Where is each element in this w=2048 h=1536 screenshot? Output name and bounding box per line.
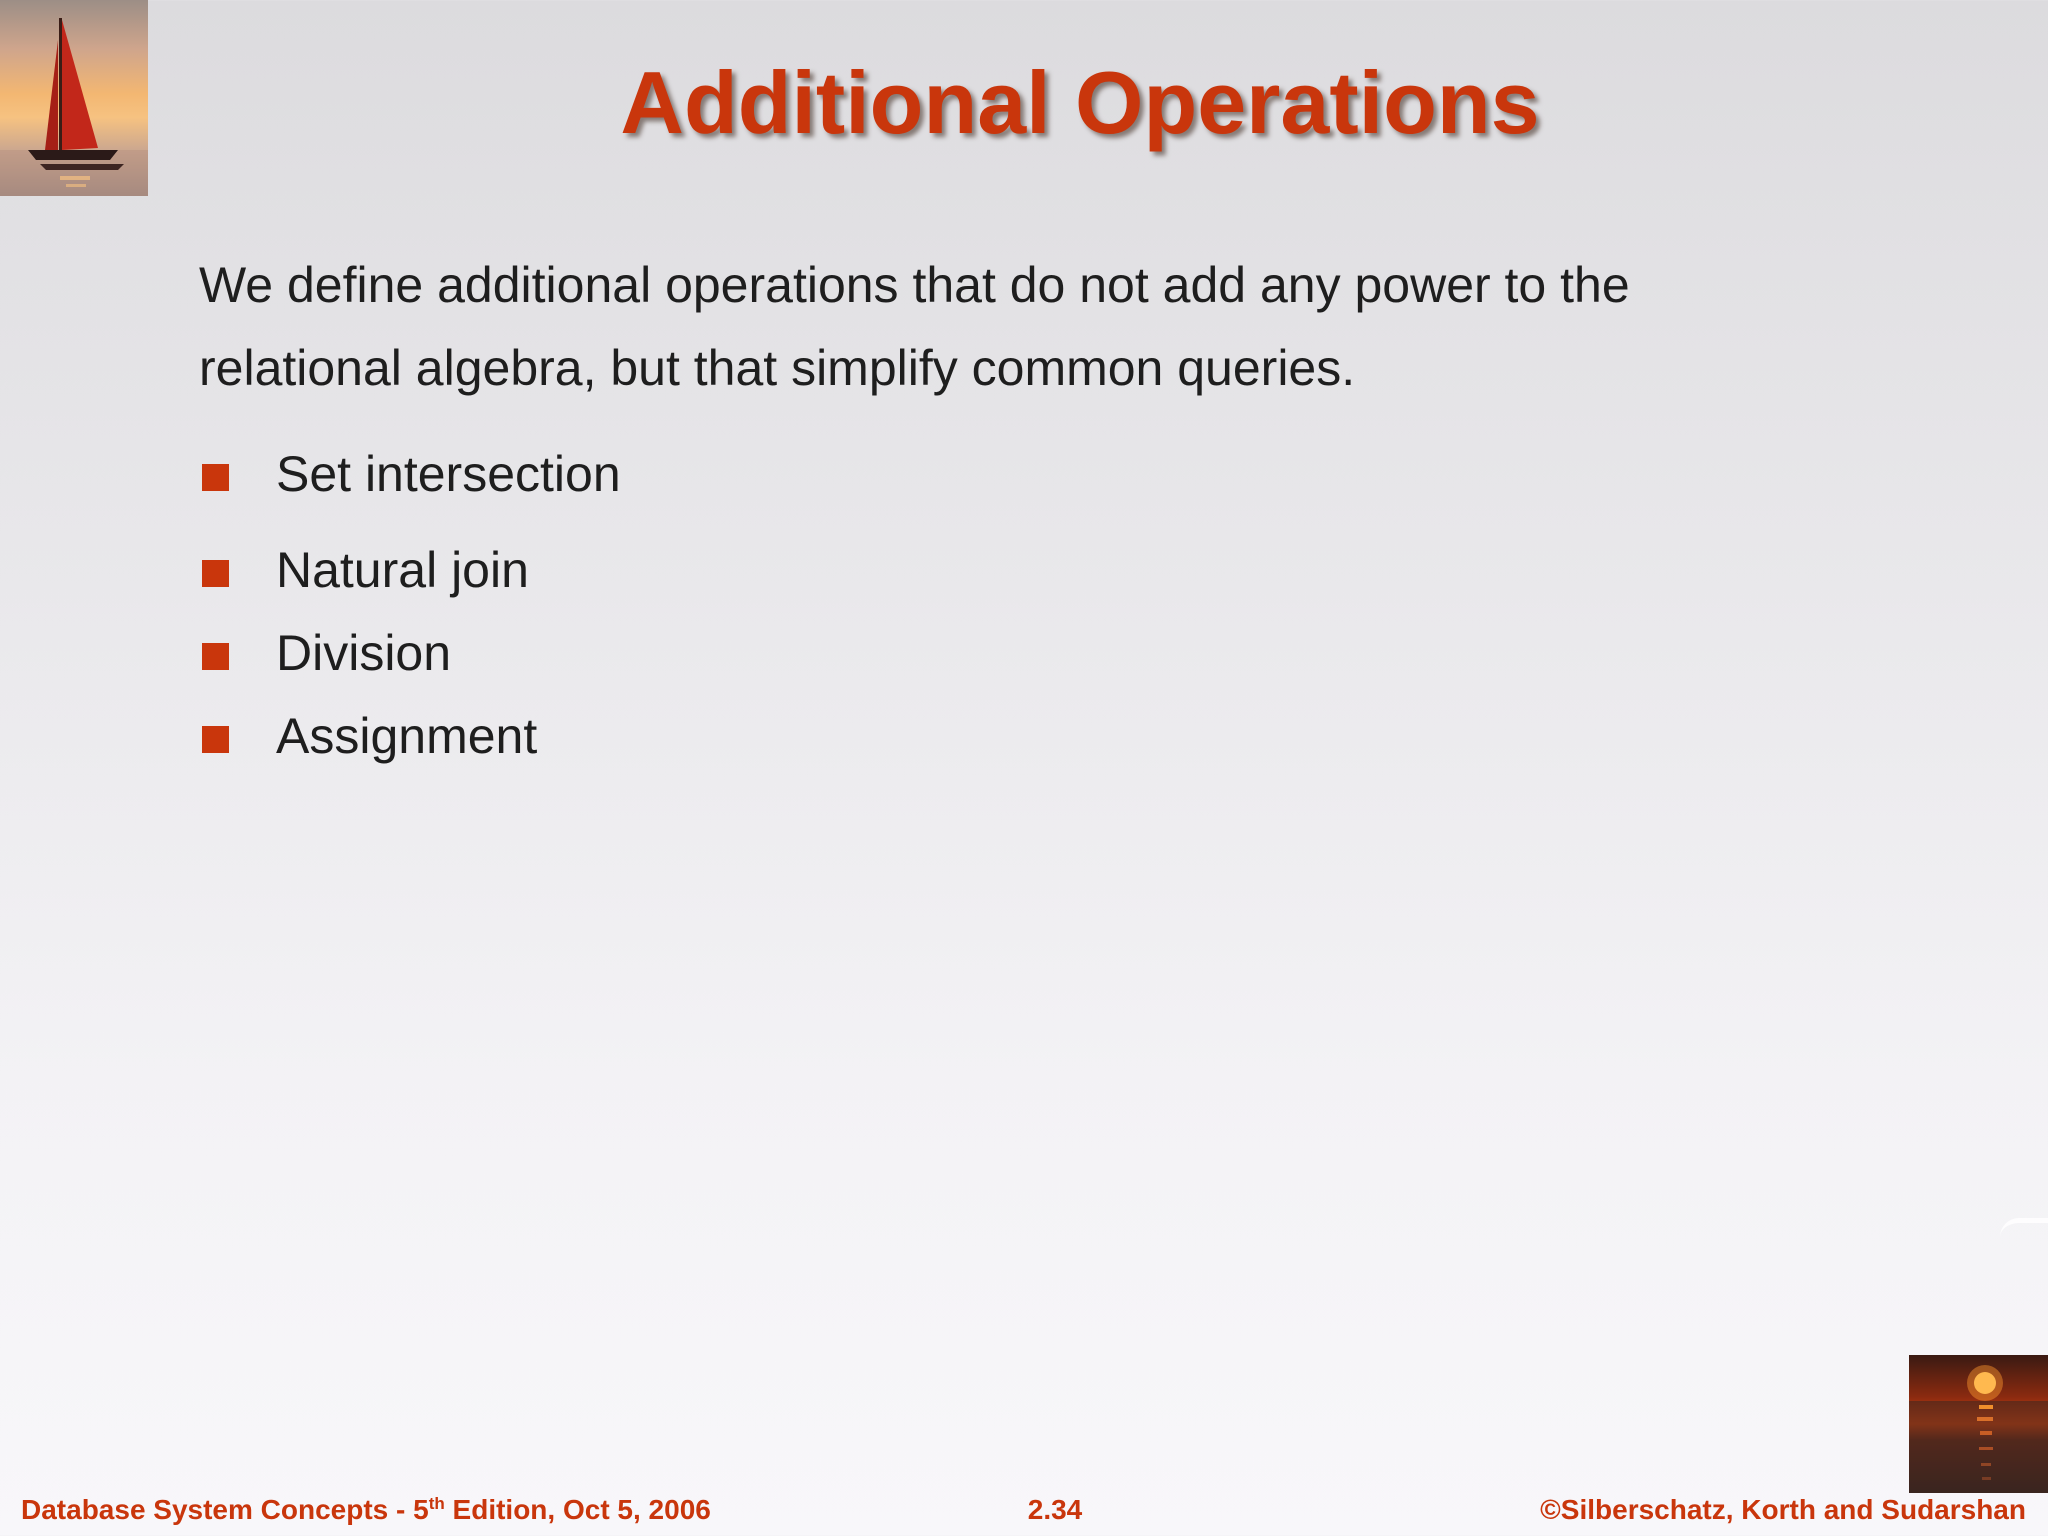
- footer-page-number: 2.34: [1027, 1494, 1083, 1525]
- bullet-text: Natural join: [276, 542, 529, 598]
- footer-edition-superscript: th: [428, 1494, 445, 1513]
- bullet-text: Set intersection: [276, 446, 621, 502]
- square-bullet-icon: [202, 726, 229, 753]
- square-bullet-icon: [202, 464, 229, 491]
- footer-book-title-main: Database System Concepts - 5: [21, 1494, 429, 1525]
- square-bullet-icon: [202, 643, 229, 670]
- intro-paragraph: We define additional operations that do not add any power to the relational algebra, but that simplify common queries.: [199, 257, 1630, 396]
- bullet-text: Division: [276, 625, 452, 681]
- footer-edition-date: Edition, Oct 5, 2006: [444, 1494, 711, 1525]
- decorative-arc: [2000, 1218, 2048, 1237]
- bullet-text: Assignment: [276, 708, 538, 764]
- footer-copyright: ©Silberschatz, Korth and Sudarshan: [1540, 1494, 2026, 1525]
- slide-title: Additional Operations: [620, 53, 1540, 152]
- square-bullet-icon: [202, 560, 229, 587]
- sunset-image: [1909, 1355, 2048, 1493]
- footer-book-title: [21, 1490, 711, 1530]
